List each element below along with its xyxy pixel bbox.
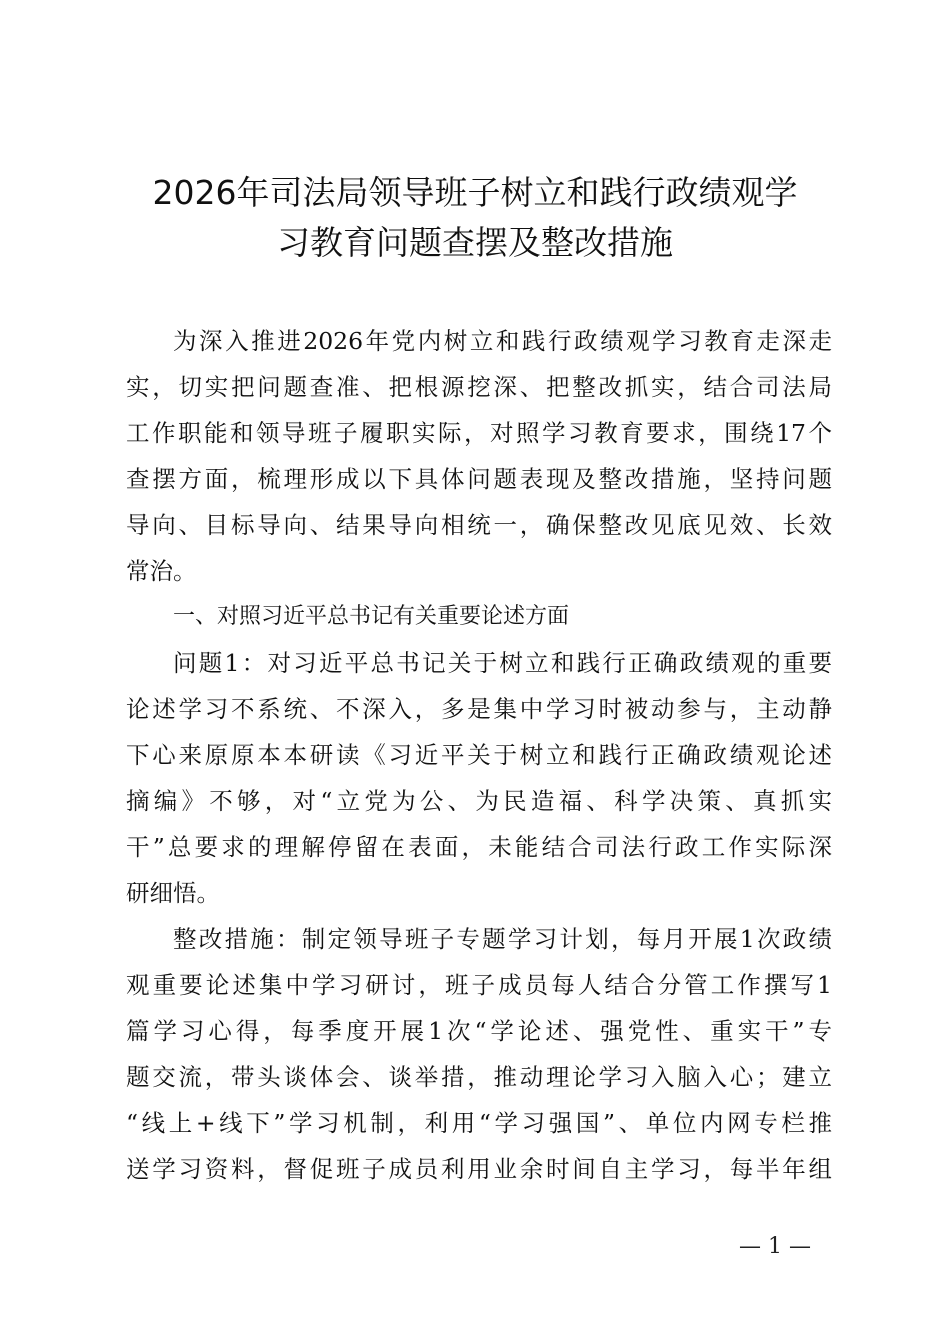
- intro-line: 实，切实把问题查准、把根源挖深、把整改抓实，结合司法局: [126, 373, 832, 401]
- intro-line: 工作职能和领导班子履职实际，对照学习教育要求，围绕17个: [126, 419, 832, 447]
- measure-line: 观重要论述集中学习研讨，班子成员每人结合分管工作撰写1: [126, 971, 832, 999]
- intro-line: 常治。: [126, 557, 197, 585]
- title-line-1: 2026年司法局领导班子树立和践行政绩观学: [152, 173, 798, 212]
- document-body: [126, 318, 832, 1192]
- problem-line: 干”总要求的理解停留在表面，未能结合司法行政工作实际深: [126, 833, 832, 861]
- problem-line: 论述学习不系统、不深入，多是集中学习时被动参与，主动静: [126, 695, 832, 723]
- measure-line: 题交流，带头谈体会、谈举措，推动理论学习入脑入心；建立: [126, 1063, 832, 1091]
- measure-line: 送学习资料，督促班子成员利用业余时间自主学习，每半年组: [126, 1155, 832, 1183]
- intro-line: 为深入推进2026年党内树立和践行政绩观学习教育走深走: [173, 327, 832, 355]
- measure-line: “线上+线下”学习机制，利用“学习强国”、单位内网专栏推: [126, 1109, 832, 1137]
- problem-line: 摘编》不够，对“立党为公、为民造福、科学决策、真抓实: [126, 787, 832, 815]
- measure-line: 整改措施：制定领导班子专题学习计划，每月开展1次政绩: [173, 925, 832, 953]
- intro-line: 查摆方面，梳理形成以下具体问题表现及整改措施，坚持问题: [126, 465, 832, 493]
- problem-line: 问题1：对习近平总书记关于树立和践行正确政绩观的重要: [173, 649, 832, 677]
- page-number: — 1 —: [739, 1234, 811, 1259]
- title-line-2: 习教育问题查摆及整改措施: [277, 223, 673, 262]
- measure-line: 篇学习心得，每季度开展1次“学论述、强党性、重实干”专: [126, 1017, 832, 1045]
- problem-line: 下心来原原本本研读《习近平关于树立和践行正确政绩观论述: [126, 741, 832, 769]
- section-heading: 一、对照习近平总书记有关重要论述方面: [173, 604, 570, 629]
- document-title: [120, 168, 830, 268]
- intro-line: 导向、目标导向、结果导向相统一，确保整改见底见效、长效: [126, 511, 832, 539]
- problem-line: 研细悟。: [126, 879, 220, 907]
